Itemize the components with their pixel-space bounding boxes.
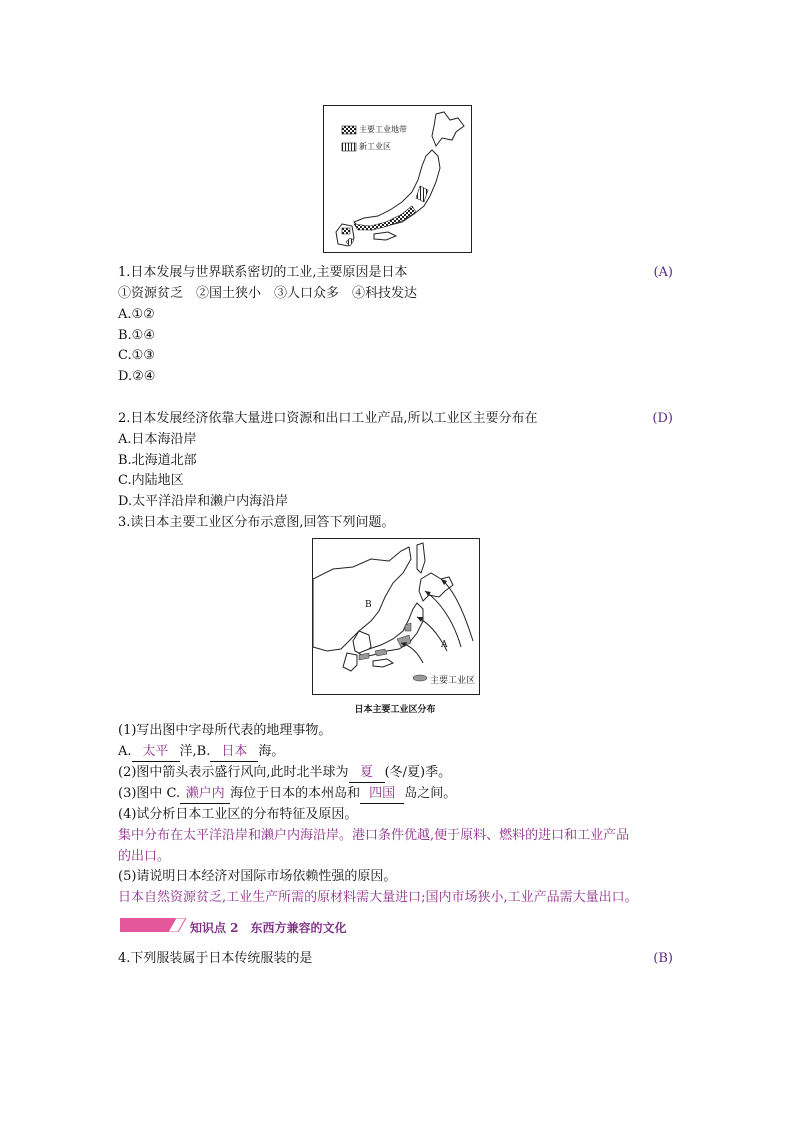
q3-sub1-b-blank: 日本 xyxy=(210,743,258,762)
map-caption: 日本主要工业区分布 xyxy=(354,705,436,715)
q4-answer: (B) xyxy=(653,951,673,966)
q3-sub1-answer xyxy=(118,743,284,762)
q4-stem: 4.下列服装属于日本传统服装的是 xyxy=(118,951,313,966)
q3-sub5-answer: 日本自然资源贫乏,工业生产所需的原材料需大量进口;国内市场狭小,工业产品需大量出口。 xyxy=(118,890,638,905)
q3-sub4-text: (4)试分析日本工业区的分布特征及原因。 xyxy=(118,807,358,822)
q3-sub1-text: (1)写出图中字母所代表的地理事物。 xyxy=(118,723,332,738)
q2-stem: 2.日本发展经济依靠大量进口资源和出口工业产品,所以工业区主要分布在 xyxy=(118,411,538,426)
q2-option-b: B.北海道北部 xyxy=(118,453,197,468)
japan-industry-belt-map xyxy=(323,105,472,253)
map-label-a: A xyxy=(441,640,448,650)
q1-option-c: C.①③ xyxy=(118,348,155,363)
q3-sub1-a-suffix: 洋,B. xyxy=(179,744,211,759)
q1-option-a: A.①② xyxy=(118,307,155,322)
q3-sub1-a-blank: 太平 xyxy=(132,743,180,762)
q1-factors: ①资源贫乏 ②国土狭小 ③人口众多 ④科技发达 xyxy=(118,286,418,301)
q3-sub3-suffix: 岛之间。 xyxy=(404,786,457,801)
q3-sub2 xyxy=(118,764,451,783)
legend-swatch-industrial-region xyxy=(413,675,427,681)
q3-sub3-prefix: (3)图中 C. xyxy=(118,786,181,801)
q3-sub4-answer-line1: 集中分布在太平洋沿岸和濑户内海沿岸。港口条件优越,便于原料、燃料的进口和工业产品 xyxy=(118,828,630,843)
q2-option-c: C.内陆地区 xyxy=(118,473,184,488)
legend-swatch-new-zone xyxy=(342,143,356,151)
legend-label-main-belt: 主要工业地带 xyxy=(359,125,407,134)
q3-sub3-blank-2: 四国 xyxy=(360,785,404,804)
q3-sub1-b-suffix: 海。 xyxy=(258,744,285,759)
legend-label-new-zone: 新工业区 xyxy=(359,142,391,151)
q3-sub2-prefix: (2)图中箭头表示盛行风向,此时北半球为 xyxy=(118,765,349,780)
map-fig2-graphic xyxy=(313,539,479,694)
q3-sub5-text: (5)请说明日本经济对国际市场依赖性强的原因。 xyxy=(118,869,397,884)
japan-industrial-regions-map xyxy=(312,538,480,695)
q3-sub1-a-prefix: A. xyxy=(118,744,132,759)
q1-answer: (A) xyxy=(653,265,673,280)
q1-option-d: D.②④ xyxy=(118,369,156,384)
legend-swatch-main-belt xyxy=(342,126,356,134)
q2-option-d: D.太平洋沿岸和濑户内海沿岸 xyxy=(118,494,289,509)
q1-stem: 1.日本发展与世界联系密切的工业,主要原因是日本 xyxy=(118,265,408,280)
q2-option-a: A.日本海沿岸 xyxy=(118,432,197,447)
q3-stem: 3.读日本主要工业区分布示意图,回答下列问题。 xyxy=(118,515,395,530)
knowledge-point-badge xyxy=(120,918,186,932)
legend-label-industrial-region: 主要工业区 xyxy=(430,676,476,686)
q2-answer: (D) xyxy=(652,411,673,426)
q3-sub4-answer-line2: 的出口。 xyxy=(118,849,171,864)
map-label-b: B xyxy=(365,600,372,610)
q3-sub3 xyxy=(118,785,456,804)
q3-sub3-blank-1: 濑户内 xyxy=(180,785,230,804)
knowledge-point-title: 知识点 2 东西方兼容的文化 xyxy=(190,921,347,935)
q3-sub2-suffix: (冬/夏)季。 xyxy=(384,765,452,780)
q1-option-b: B.①④ xyxy=(118,328,155,343)
q3-sub2-blank: 夏 xyxy=(349,764,385,783)
q3-sub3-middle: 海位于日本的本州岛和 xyxy=(230,786,361,801)
